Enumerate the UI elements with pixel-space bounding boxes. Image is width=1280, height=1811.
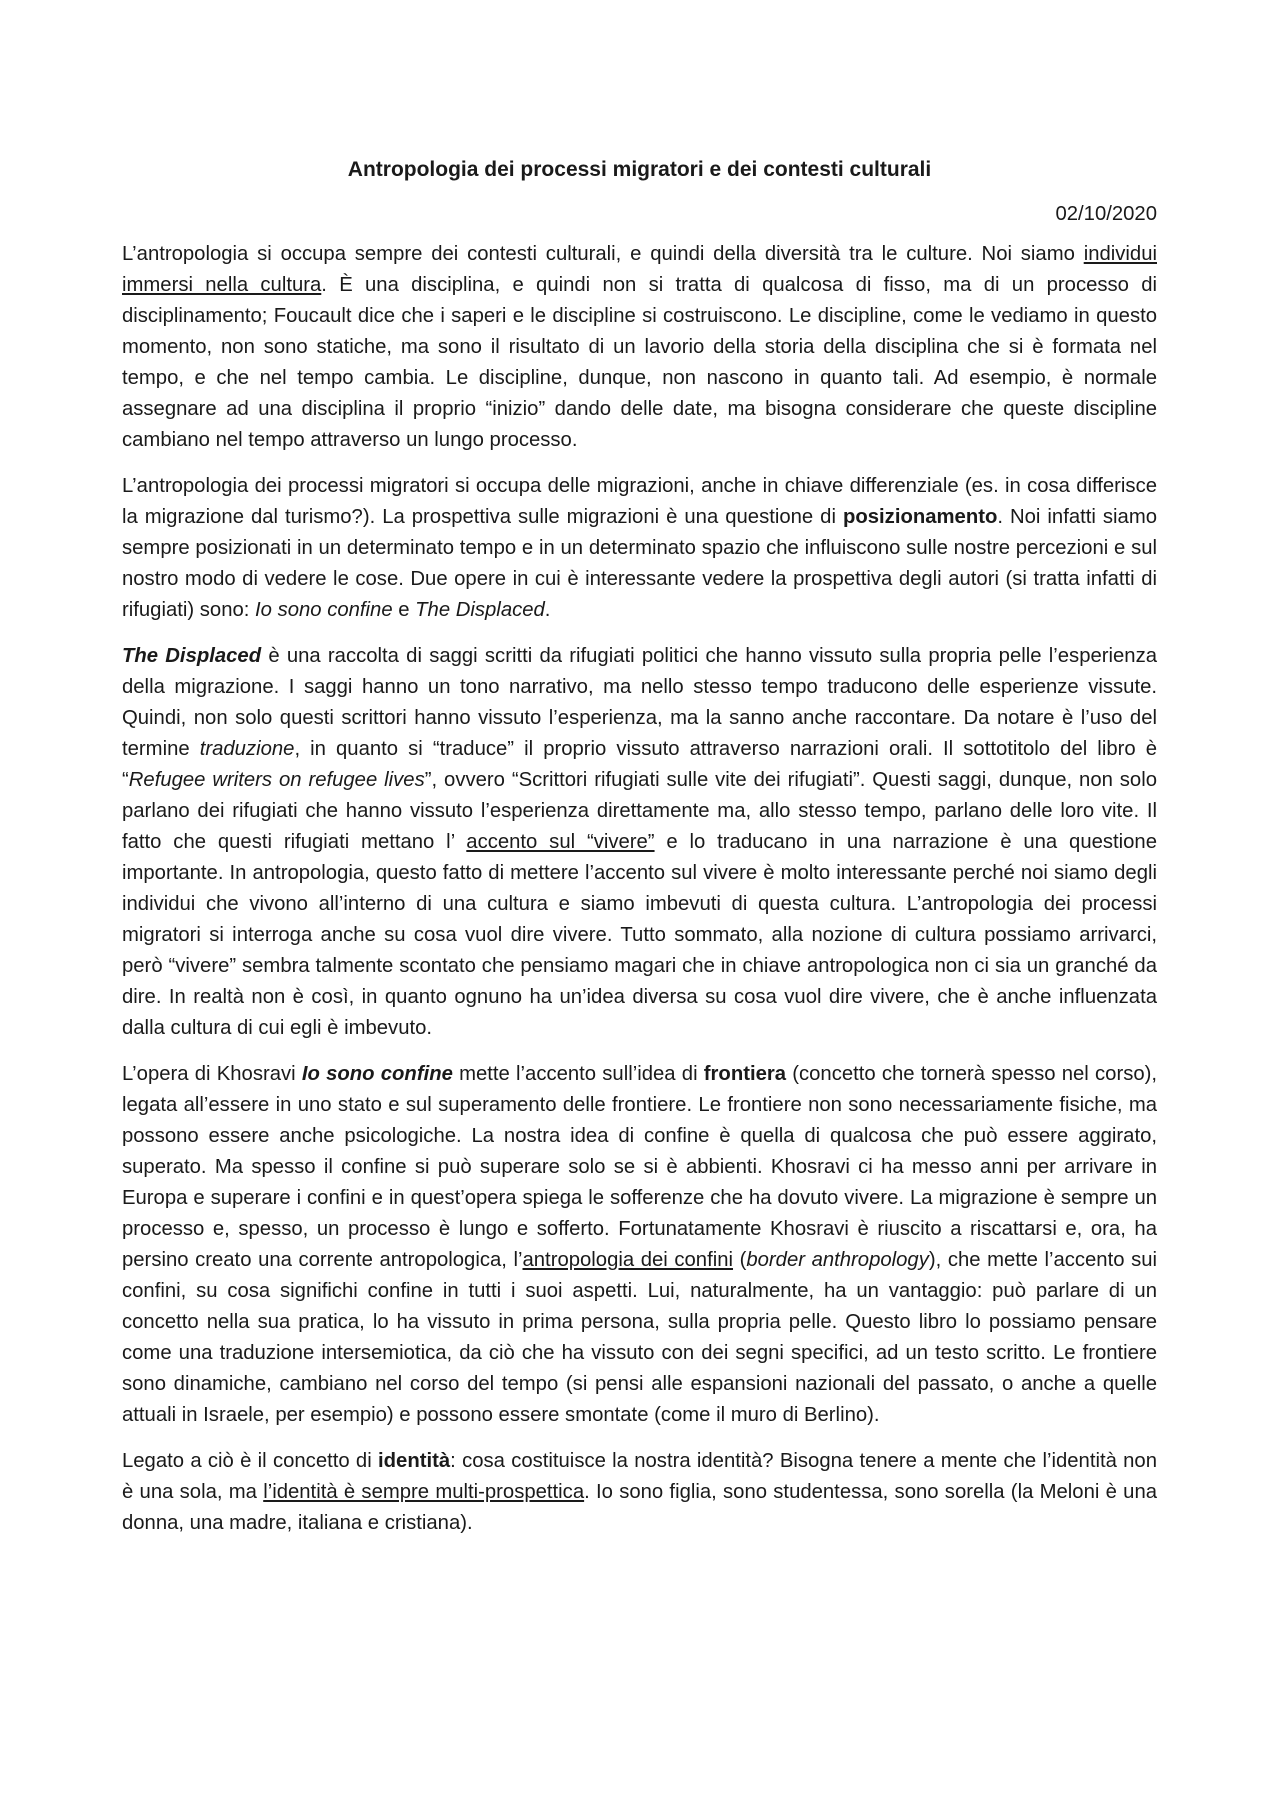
text-run: antropologia dei confini: [522, 1249, 734, 1271]
text-run: (concetto che tornerà spesso nel corso), legata all’essere in uno stato e sul superamento delle frontiere. Le frontiere non sono necessariamente fisiche, ma possono essere anche psicologiche. La nostra idea di confine è quella di qualcosa che può essere aggirato, superato. Ma spesso il confine si può superare solo se si è abbienti. Khosravi ci ha messo anni per arrivare in Europa e superare i confini e in quest’opera spiega le sofferenze che ha dovuto vivere. La migrazione è sempre un processo e, spesso, un processo è lungo e sofferto. Fortunatamente Khosravi è riuscito a riscattarsi e, ora, ha persino creato una corrente antropologica, l’: [122, 1063, 1158, 1271]
text-run: L’antropologia dei processi migratori si occupa delle migrazioni, anche in chiave differenziale (es. in cosa differisce la migrazione dal turismo?). La prospettiva sulle migrazioni è una questione di: [122, 475, 1157, 528]
text-run: frontiera: [703, 1063, 787, 1085]
text-run: ), che mette l’accento sui confini, su cosa significhi confine in tutti i suoi aspetti. Lui, naturalmente, ha un vantaggio: può parlare di un concetto nella sua pratica, lo ha vissuto in prima persona, sulla propria pelle. Questo libro lo possiamo pensare come una traduzione intersemiotica, da ciò che ha vissuto con dei segni specifici, ad un testo scritto. Le frontiere sono dinamiche, cambiano nel corso del tempo (si pensi alle espansioni nazionali del passato, o anche a quelle attuali in Israele, per esempio) e possono essere smontate (come il muro di Berlino).: [122, 1249, 1157, 1426]
document-body: [122, 154, 1157, 1554]
text-run: ”, ovvero “Scrittori rifugiati sulle vite dei rifugiati”. Questi saggi, dunque, non solo parlano dei rifugiati che hanno vissuto l’esperienza direttamente ma, allo stesso tempo, parlano delle loro vite. Il fatto che questi rifugiati mettano l’: [122, 769, 1157, 853]
text-run: L’antropologia si occupa sempre dei contesti culturali, e quindi della diversità tra le culture. Noi siamo: [122, 243, 1084, 265]
text-run: Refugee writers on refugee lives: [128, 769, 425, 791]
text-run: Legato a ciò è il concetto di: [122, 1450, 379, 1472]
text-run: Io sono confine: [301, 1063, 453, 1085]
text-run: e lo traducano in una narrazione è una questione importante. In antropologia, questo fatto di mettere l’accento sul vivere è molto interessante perché noi siamo degli individui che vivono all’interno di una cultura e siamo imbevuti di questa cultura. L’antropologia dei processi migratori si interroga anche su cosa vuol dire vivere. Tutto sommato, alla nozione di cultura possiamo arrivarci, però “vivere” sembra talmente scontato che pensiamo magari che in chiave antropologica non ci sia un granché da dire. In realtà non è così, in quanto ognuno ha un’idea diversa su cosa vuol dire vivere, che è anche influenzata dalla cultura di cui egli è imbevuto.: [122, 831, 1157, 1039]
text-run: border anthropology: [746, 1249, 929, 1271]
text-run: The Displaced: [415, 599, 545, 621]
text-run: : cosa costituisce la nostra identità? Bisogna tenere a mente che l’identità non è una sola, ma: [122, 1450, 1157, 1503]
text-run: è una raccolta di saggi scritti da rifugiati politici che hanno vissuto sulla propria pelle l’esperienza della migrazione. I saggi hanno un tono narrativo, ma nello stesso tempo traducono delle esperienze vissute. Quindi, non solo questi scrittori hanno vissuto l’esperienza, ma la sanno anche raccontare. Da notare è l’uso del termine: [122, 645, 1157, 760]
text-run: . È una disciplina, e quindi non si tratta di qualcosa di fisso, ma di un processo di disciplinamento; Foucault dice che i saperi e le discipline si costruiscono. Le discipline, come le vediamo in questo momento, non sono statiche, ma sono il risultato di un lavorio della storia della disciplina che si è formata nel tempo, e che nel tempo cambia. Le discipline, dunque, non nascono in quanto tali. Ad esempio, è normale assegnare ad una disciplina il proprio “inizio” dando delle date, ma bisogna considerare che queste discipline cambiano nel tempo attraverso un lungo processo.: [122, 274, 1158, 451]
text-run: .: [544, 599, 551, 621]
text-run: Io sono confine: [255, 599, 393, 621]
paragraph-3: [122, 641, 1157, 1044]
text-run: identità: [378, 1450, 451, 1472]
paragraph-4: [122, 1059, 1157, 1431]
text-run: (: [733, 1249, 747, 1271]
text-run: . Noi infatti siamo sempre posizionati in un determinato tempo e in un determinato spazio che influiscono sulle nostre percezioni e sul nostro modo di vedere le cose. Due opere in cui è interessante vedere la prospettiva degli autori (si tratta infatti di rifugiati) sono:: [122, 506, 1158, 621]
text-run: L’opera di Khosravi: [122, 1063, 302, 1085]
document-title: Antropologia dei processi migratori e dei contesti culturali: [347, 158, 932, 181]
text-run: , in quanto si “traduce” il proprio vissuto attraverso narrazioni orali. Il sottotitolo del libro è “: [122, 738, 1157, 791]
text-run: e: [392, 599, 416, 621]
text-run: . Io sono figlia, sono studentessa, sono sorella (la Meloni è una donna, una madre, italiana e cristiana).: [122, 1481, 1158, 1534]
paragraph-1: [122, 239, 1157, 456]
text-run: individui immersi nella cultura: [122, 243, 1157, 296]
text-run: The Displaced: [122, 645, 262, 667]
text-run: mette l’accento sull’idea di: [452, 1063, 704, 1085]
text-run: traduzione: [199, 738, 295, 760]
text-run: accento sul “vivere”: [466, 831, 655, 853]
paragraph-2: [122, 471, 1157, 626]
paragraph-5: [122, 1446, 1157, 1539]
text-run: l’identità è sempre multi-prospettica: [263, 1481, 585, 1503]
text-run: posizionamento: [842, 506, 998, 528]
document-date: 02/10/2020: [1055, 203, 1157, 225]
